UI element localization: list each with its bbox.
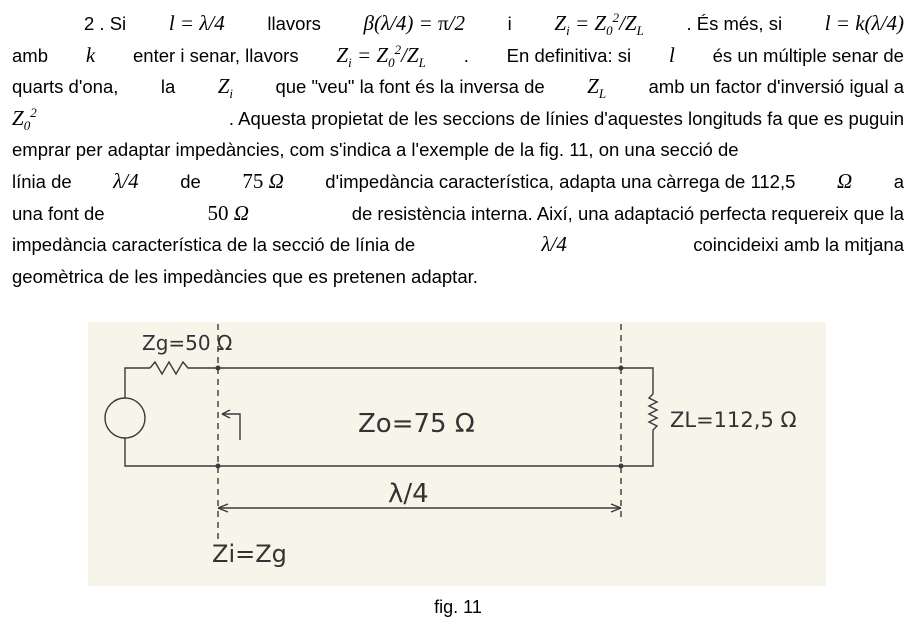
text-coincideixi: coincideixi amb la mitjana xyxy=(693,234,904,256)
circuit-figure xyxy=(88,322,826,586)
text-resistencia: de resistència interna. Així, una adaptació perfecta requereix que la xyxy=(351,202,904,224)
text-multiple: és un múltiple senar de xyxy=(712,44,904,66)
wire-top-right xyxy=(621,368,653,394)
formula-75-ohm: 75 Ω xyxy=(242,168,284,193)
text-line-2 xyxy=(12,40,904,72)
text-enter-senar: enter i senar, llavors xyxy=(133,44,299,66)
node-top-right xyxy=(619,366,624,371)
formula-zl: $Z_L$ xyxy=(587,74,607,102)
text-en-definitiva: En definitiva: si xyxy=(506,44,632,66)
formula-ohm: Ω xyxy=(836,168,853,193)
resistor-zl xyxy=(621,394,657,466)
text-linia-de: línia de xyxy=(12,170,72,192)
node-top-left xyxy=(216,366,221,371)
formula-lambda-4: λ/4 xyxy=(113,168,139,193)
text-line-1 xyxy=(12,8,904,40)
formula-zi-2: $Z_i = Z_0^2/Z_L$ xyxy=(336,41,426,70)
formula-50-ohm: 50 Ω xyxy=(207,200,249,225)
text-line-4 xyxy=(12,103,904,135)
word-amb: amb xyxy=(12,44,48,66)
text-propietat: . Aquesta propietat de les seccions de línies d'aquestes longituds fa que es puguin xyxy=(228,107,904,129)
text-line-6 xyxy=(12,166,904,198)
formula-l-k: l = k(λ/4) xyxy=(824,11,904,35)
text-line-8 xyxy=(12,229,904,261)
text-emprar: emprar per adaptar impedàncies, com s'indica a l'exemple de la fig. 11, on una secció de xyxy=(12,139,739,161)
formula-zi: $Z_i = Z_0^2/Z_L$ xyxy=(554,10,644,39)
text-una-font: una font de xyxy=(12,202,105,224)
paragraph xyxy=(12,8,904,292)
label-zi: Zi=Zg xyxy=(212,540,287,568)
text-quarts: quarts d'ona, xyxy=(12,76,119,98)
text-period: . xyxy=(463,44,469,66)
text-veu: que "veu" la font és la inversa de xyxy=(275,76,545,98)
word-i: i xyxy=(507,13,512,34)
formula-lambda-4-b: λ/4 xyxy=(541,232,567,257)
label-lambda-quarter: λ/4 xyxy=(388,479,429,509)
formula-k: k xyxy=(85,42,96,67)
text-geometrica: geomètrica de les impedàncies que es pretenen adaptar. xyxy=(12,265,478,287)
formula-z0-squared: $Z_0^2$ xyxy=(12,104,37,133)
text-line-9 xyxy=(12,261,904,293)
text-line-7 xyxy=(12,198,904,230)
label-zg: Zg=50 Ω xyxy=(142,331,233,355)
source-icon xyxy=(105,398,145,438)
node-bottom-left xyxy=(216,464,221,469)
formula-zi-3: $Z_i$ xyxy=(217,74,234,102)
circuit-diagram xyxy=(88,322,826,586)
figure-caption: fig. 11 xyxy=(434,597,482,617)
word-llavors: llavors xyxy=(267,13,321,34)
word-de: de xyxy=(180,170,201,192)
text-line-3 xyxy=(12,71,904,103)
formula-l-quarter: l = λ/4 xyxy=(168,11,225,35)
text-impedancia: impedància característica de la secció de línia de xyxy=(12,234,416,256)
label-zl: ZL=112,5 Ω xyxy=(670,408,797,432)
item-number: 2 . Si xyxy=(84,13,127,34)
resistor-zg xyxy=(150,362,218,374)
label-z0: Zo=75 Ω xyxy=(358,409,475,439)
input-arrow-line xyxy=(222,414,240,440)
node-bottom-right xyxy=(619,464,624,469)
word-la: la xyxy=(160,76,176,98)
text-factor: amb un factor d'inversió igual a xyxy=(648,76,904,98)
formula-beta: β(λ/4) = π/2 xyxy=(363,11,465,35)
word-a: a xyxy=(893,170,904,192)
formula-l: l xyxy=(668,42,675,67)
wire-top-left xyxy=(125,368,150,398)
text-es-mes: . És més, si xyxy=(686,13,783,34)
text-line-5 xyxy=(12,134,904,166)
wire-bottom-left xyxy=(125,438,218,466)
text-carrega: d'impedància característica, adapta una càrrega de 112,5 xyxy=(325,170,796,192)
